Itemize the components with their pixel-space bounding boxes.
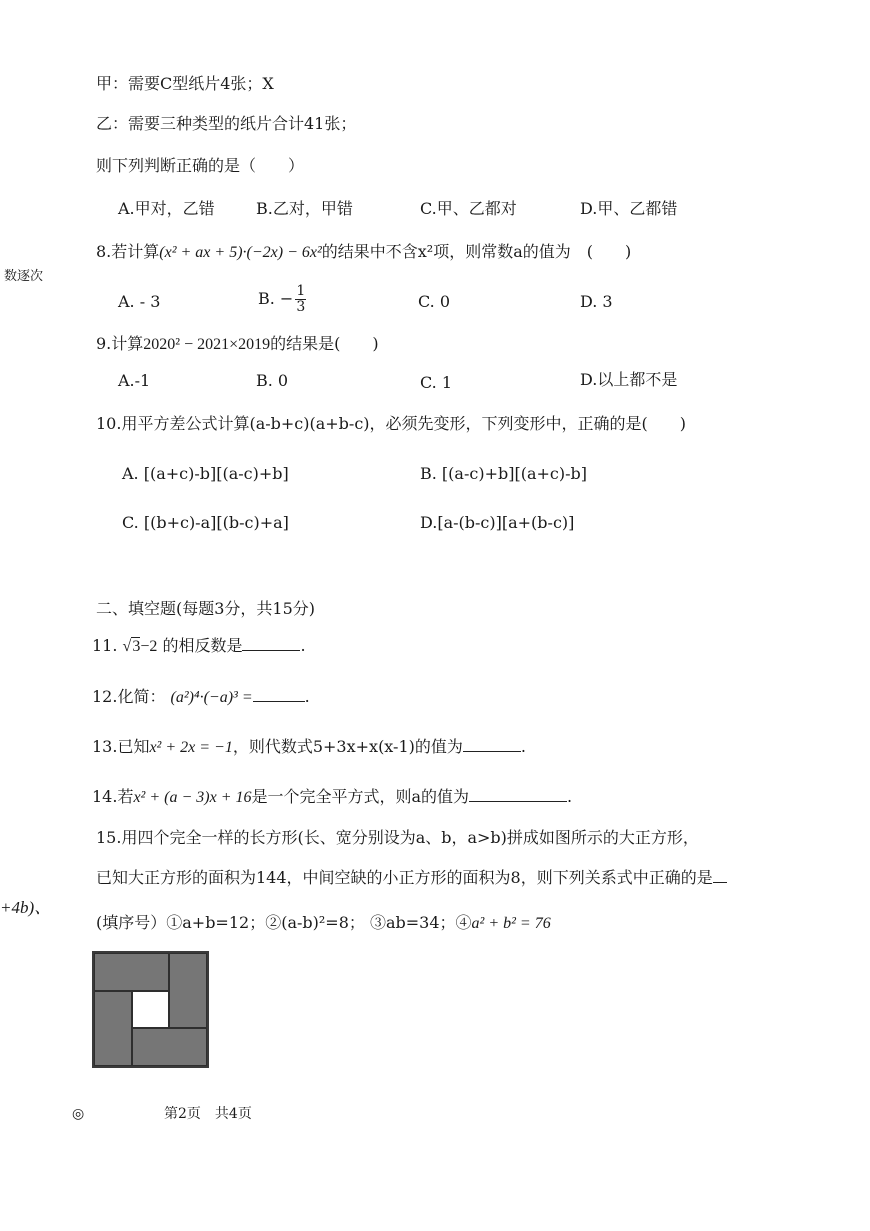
rectangle-right (169, 953, 207, 1028)
q13-prefix: 13.已知 (92, 737, 150, 756)
q8-option-b-fraction (295, 284, 306, 315)
sqrt-radicand: 3 (132, 638, 141, 655)
q10-option-a: A. [(a+c)-b][(a-c)+b] (122, 464, 289, 483)
q7-option-b: B.乙对，甲错 (256, 199, 353, 218)
rectangle-top (94, 953, 169, 991)
q7-option-a: A.甲对，乙错 (118, 199, 215, 218)
answer-blank[interactable] (242, 634, 300, 651)
q9-expression: 2020² − 2021×2019 (143, 336, 271, 353)
margin-fragment-top: 数逐次 (4, 269, 44, 284)
q9-suffix: 的结果是( ) (270, 334, 379, 353)
q10-option-c: C. [(b+c)-a][(b-c)+a] (122, 513, 289, 532)
question-10-stem: 10.用平方差公式计算(a-b+c)(a+b-c)，必须先变形，下列变形中，正确的是( ) (96, 414, 687, 433)
q11-suffix: 的相反数是 (162, 636, 243, 655)
q14-end: . (567, 787, 573, 806)
q14-prefix: 14.若 (92, 787, 134, 806)
q9-option-c: C. 1 (420, 373, 453, 392)
q12-expression: (a²)⁴·(−a)³ = (170, 689, 253, 706)
q12-prefix: 12.化简： (92, 687, 166, 706)
q8-option-a: A. - 3 (118, 292, 161, 311)
margin-fragment-mid: +4b)、 (0, 898, 52, 917)
question-13 (92, 735, 526, 759)
footer-symbol: ◎ (72, 1106, 85, 1122)
q13-suffix: ，则代数式5+3x+x(x-1)的值为 (232, 737, 463, 756)
q13-expression: x² + 2x = −1 (149, 739, 233, 756)
q8-expression: (x² + ax + 5)·(−2x) − 6x² (159, 244, 322, 261)
q8-suffix: 的结果中不含x²项，则常数a的值为 ( ) (321, 242, 632, 261)
q15-line-2-text: 已知大正方形的面积为144，中间空缺的小正方形的面积为8，则下列关系式中正确的是 (96, 868, 713, 887)
q10-option-b: B. [(a-c)+b][(a+c)-b] (420, 464, 587, 483)
question-12 (92, 685, 310, 709)
section-2-title: 二、填空题(每题3分，共15分) (96, 599, 316, 618)
q8-option-b (258, 284, 308, 315)
q15-line-3-text: (填序号）①a+b=12；②(a-b)²=8； ③ab=34；④ (96, 913, 472, 932)
q9-prefix: 9.计算 (96, 334, 144, 353)
answer-blank[interactable] (253, 685, 305, 702)
q11-expression: √3−2 (122, 638, 158, 655)
question-15-line-1: 15.用四个完全一样的长方形(长、宽分别设为a、b，a>b)拼成如图所示的大正方形， (96, 828, 699, 847)
q12-end: . (304, 687, 310, 706)
question-7-stem: 则下列判断正确的是（ ） (96, 156, 305, 175)
question-15-line-3 (96, 912, 551, 935)
q8-option-d: D. 3 (580, 292, 613, 311)
q9-option-d: D.以上都不是 (580, 370, 678, 389)
question-14 (92, 785, 572, 809)
q8-prefix: 8.若计算 (96, 242, 160, 261)
q8-option-c: C. 0 (418, 292, 451, 311)
q9-option-b: B. 0 (256, 371, 289, 390)
question-8-stem (96, 241, 631, 264)
q11-prefix: 11. (92, 636, 118, 655)
question-15-line-2 (96, 866, 727, 889)
q11-expr-tail: −2 (140, 638, 158, 655)
answer-blank[interactable] (713, 866, 727, 883)
q13-end: . (520, 737, 526, 756)
q11-end: . (300, 636, 306, 655)
question-11 (92, 634, 306, 658)
rectangle-bottom (132, 1028, 207, 1066)
square-figure (92, 951, 209, 1068)
q10-option-d: D.[a-(b-c)][a+(b-c)] (420, 513, 575, 532)
fraction-denominator: 3 (296, 299, 306, 315)
q8-option-b-label: B. − (258, 289, 294, 308)
page-number: 第2页 共4页 (164, 1106, 252, 1122)
q9-option-a: A.-1 (118, 371, 151, 390)
answer-blank[interactable] (469, 785, 567, 802)
q14-suffix: 是一个完全平方式，则a的值为 (251, 787, 470, 806)
q7-option-d: D.甲、乙都错 (580, 199, 678, 218)
center-square-hole (132, 991, 169, 1028)
q7-option-c: C.甲、乙都对 (420, 199, 517, 218)
yi-statement: 乙：需要三种类型的纸片合计41张； (96, 114, 357, 133)
fraction-numerator: 1 (296, 283, 306, 299)
jia-statement: 甲：需要C型纸片4张；X (96, 74, 274, 93)
q14-expression: x² + (a − 3)x + 16 (133, 789, 252, 806)
answer-blank[interactable] (463, 735, 521, 752)
q15-option-4-expression: a² + b² = 76 (471, 915, 551, 932)
rectangle-left (94, 991, 132, 1066)
question-9-stem (96, 333, 379, 356)
